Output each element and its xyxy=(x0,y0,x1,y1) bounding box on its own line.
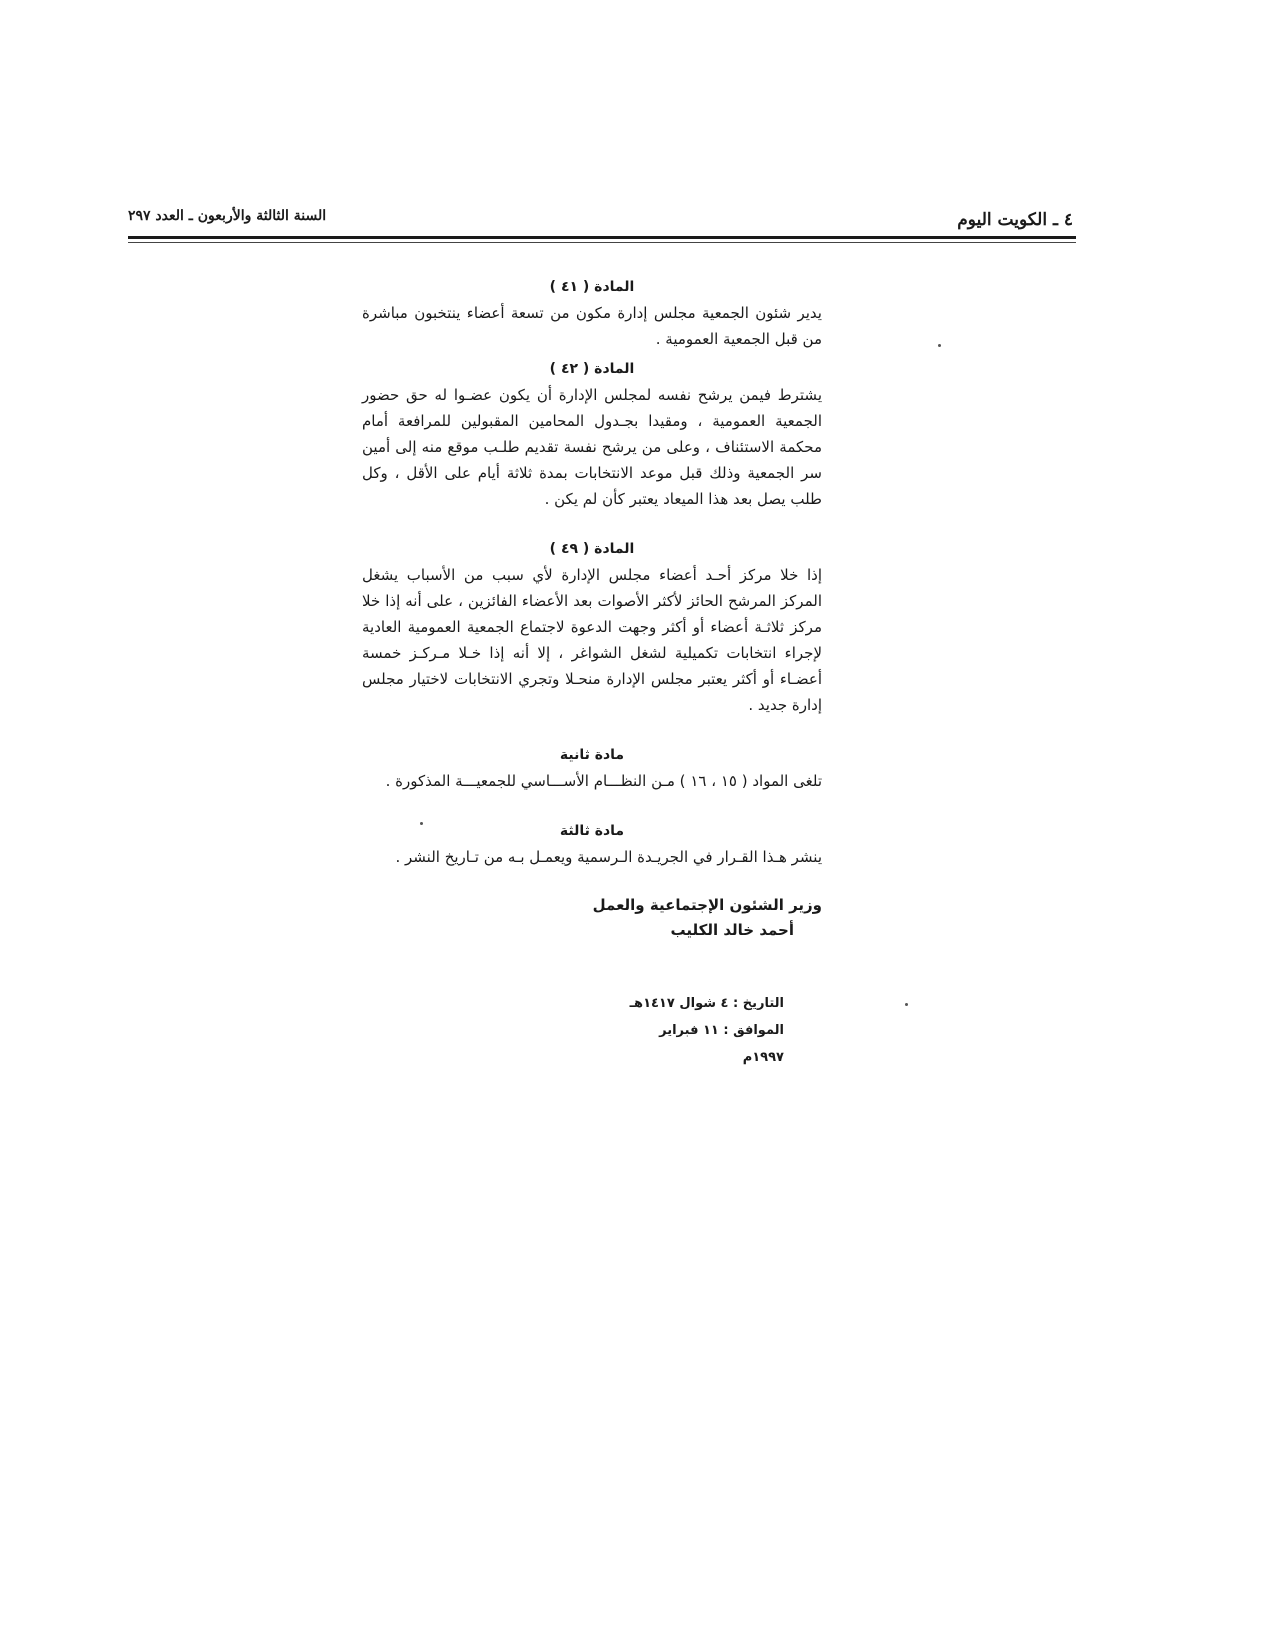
article-title: المادة ( ٤٢ ) xyxy=(549,361,635,377)
gregorian-date: الموافق : ١١ فبراير ١٩٩٧م xyxy=(659,1023,784,1065)
article-title: مادة ثالثة xyxy=(559,823,625,839)
date-block xyxy=(614,990,784,1071)
article-49 xyxy=(362,538,822,718)
minister-name: أحمد خالد الكليب xyxy=(670,921,794,939)
article-third xyxy=(362,820,822,870)
article-text: ينشر هـذا القـرار في الجريـدة الـرسمية ويعمـل بـه من تـاريخ النشر . xyxy=(395,848,822,866)
scan-speck xyxy=(420,822,423,825)
article-title: مادة ثانية xyxy=(559,747,625,763)
article-title: المادة ( ٤١ ) xyxy=(549,279,635,295)
article-41 xyxy=(362,276,822,352)
article-title: المادة ( ٤٩ ) xyxy=(549,541,635,557)
body-column xyxy=(362,276,822,942)
article-text: تلغى المواد ( ١٥ ، ١٦ ) مـن النظـــام الأســـاسي للجمعيـــة المذكورة . xyxy=(385,772,822,790)
signature-block xyxy=(362,892,822,942)
minister-title: وزير الشئون الإجتماعية والعمل xyxy=(592,896,822,914)
article-text: يشترط فيمن يرشح نفسه لمجلس الإدارة أن يكون عضـوا له حق حضور الجمعية العمومية ، ومقيدا بجـدول المحامين المقبولين للمرافعة أمام محكمة الاستئناف ، وعلى من يرشح نفسة تقديم طلـب موقع منه إلى أمين سر الجمعية وذلك قبل موعد الانتخابات بمدة ثلاثة أيام على الأقل ، وكل طلب يصل بعد هذا الميعاد يعتبر كأن لم يكن . xyxy=(362,386,822,508)
article-text: يدير شئون الجمعية مجلس إدارة مكون من تسعة أعضاء ينتخبون مباشرة من قبل الجمعية العمومية . xyxy=(362,304,822,348)
header-rule-thick xyxy=(128,236,1076,239)
article-text: إذا خلا مركز أحـد أعضاء مجلس الإدارة لأي سبب من الأسباب يشغل المركز المرشح الحائز لأكثر الأصوات بعد الأعضاء الفائزين ، على أنه إذا خلا مركز ثلاثـة أعضاء أو أكثر وجهت الدعوة لاجتماع الجمعية العمومية العادية لإجراء انتخابات تكميلية لشغل الشواغر ، إلا أنه إذا خـلا مـركـز خمسة أعضـاء أو أكثر يعتبر مجلس الإدارة منحـلا وتجري الانتخابات لاختيار مجلس إدارة جديد . xyxy=(362,566,822,714)
scan-speck xyxy=(938,344,941,347)
header-rule-thin xyxy=(128,242,1076,243)
article-second xyxy=(362,744,822,794)
scan-speck xyxy=(905,1003,908,1006)
article-42 xyxy=(362,358,822,512)
issue-label: السنة الثالثة والأربعون ـ العدد ٢٩٧ xyxy=(128,208,327,224)
hijri-date: التاريخ : ٤ شوال ١٤١٧هـ xyxy=(629,996,784,1011)
page-label: ٤ ـ الكويت اليوم xyxy=(957,210,1073,230)
